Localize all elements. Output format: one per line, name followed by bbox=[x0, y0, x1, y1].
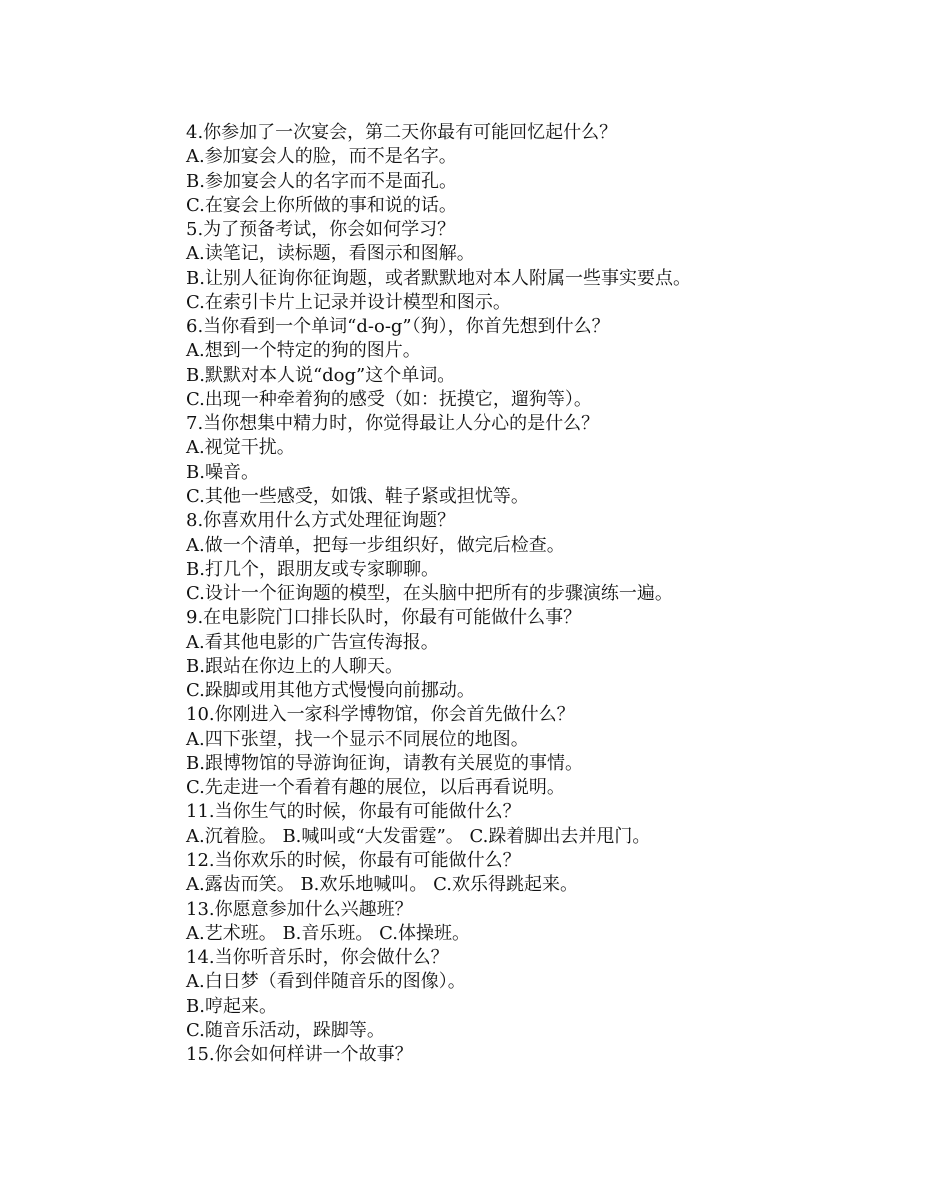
questionnaire-text bbox=[186, 121, 926, 1067]
option-6b: B.默默对本人说“dog”这个单词。 bbox=[186, 364, 456, 386]
option-7b: B.噪音。 bbox=[186, 461, 259, 483]
option-4c: C.在宴会上你所做的事和说的话。 bbox=[186, 194, 457, 216]
option-6c: C.出现一种牵着狗的感受（如：抚摸它，遛狗等）。 bbox=[186, 388, 592, 410]
question-11: 11.当你生气的时候，你最有可能做什么？ bbox=[186, 801, 521, 823]
option-14b: B.哼起来。 bbox=[186, 995, 277, 1017]
option-8c: C.设计一个征询题的模型，在头脑中把所有的步骤演练一遍。 bbox=[186, 583, 673, 605]
option-9c: C.跺脚或用其他方式慢慢向前挪动。 bbox=[186, 680, 475, 702]
question-13: 13.你愿意参加什么兴趣班？ bbox=[186, 898, 413, 920]
options-13: A.艺术班。 B.音乐班。 C.体操班。 bbox=[186, 922, 470, 944]
option-7a: A.视觉干扰。 bbox=[186, 437, 295, 459]
options-11: A.沉着脸。 B.喊叫或“大发雷霆”。 C.跺着脚出去并甩门。 bbox=[186, 825, 651, 847]
option-5a: A.读笔记，读标题，看图示和图解。 bbox=[186, 243, 475, 265]
question-10: 10.你刚进入一家科学博物馆，你会首先做什么？ bbox=[186, 704, 575, 726]
option-10c: C.先走进一个看着有趣的展位，以后再看说明。 bbox=[186, 777, 565, 799]
question-5: 5.为了预备考试，你会如何学习？ bbox=[186, 219, 456, 241]
option-10a: A.四下张望，找一个显示不同展位的地图。 bbox=[186, 728, 529, 750]
option-6a: A.想到一个特定的狗的图片。 bbox=[186, 340, 421, 362]
question-6: 6.当你看到一个单词“d-o-g”（狗），你首先想到什么？ bbox=[186, 316, 610, 338]
question-9: 9.在电影院门口排长队时，你最有可能做什么事？ bbox=[186, 607, 582, 629]
option-8b: B.打几个，跟朋友或专家聊聊。 bbox=[186, 558, 439, 580]
question-15: 15.你会如何样讲一个故事？ bbox=[186, 1044, 413, 1066]
option-9b: B.跟站在你边上的人聊天。 bbox=[186, 655, 403, 677]
question-4: 4.你参加了一次宴会，第二天你最有可能回忆起什么？ bbox=[186, 122, 618, 143]
option-14a: A.白日梦（看到伴随音乐的图像）。 bbox=[186, 971, 466, 993]
option-10b: B.跟博物馆的导游询征询，请教有关展览的事情。 bbox=[186, 752, 583, 774]
option-5b: B.让别人征询你征询题，或者默默地对本人附属一些事实要点。 bbox=[186, 267, 691, 289]
option-14c: C.随音乐活动，跺脚等。 bbox=[186, 1019, 385, 1041]
question-12: 12.当你欢乐的时候，你最有可能做什么？ bbox=[186, 849, 521, 871]
question-7: 7.当你想集中精力时，你觉得最让人分心的是什么？ bbox=[186, 413, 600, 435]
option-5c: C.在索引卡片上记录并设计模型和图示。 bbox=[186, 291, 511, 313]
option-8a: A.做一个清单，把每一步组织好，做完后检查。 bbox=[186, 534, 565, 556]
option-4b: B.参加宴会人的名字而不是面孔。 bbox=[186, 170, 457, 192]
options-12: A.露齿而笑。 B.欢乐地喊叫。 C.欢乐得跳起来。 bbox=[186, 874, 578, 896]
question-14: 14.当你听音乐时，你会做什么？ bbox=[186, 947, 449, 969]
option-4a: A.参加宴会人的脸，而不是名字。 bbox=[186, 146, 457, 168]
option-7c: C.其他一些感受，如饿、鞋子紧或担忧等。 bbox=[186, 485, 529, 507]
option-9a: A.看其他电影的广告宣传海报。 bbox=[186, 631, 439, 653]
question-8: 8.你喜欢用什么方式处理征询题？ bbox=[186, 510, 456, 532]
